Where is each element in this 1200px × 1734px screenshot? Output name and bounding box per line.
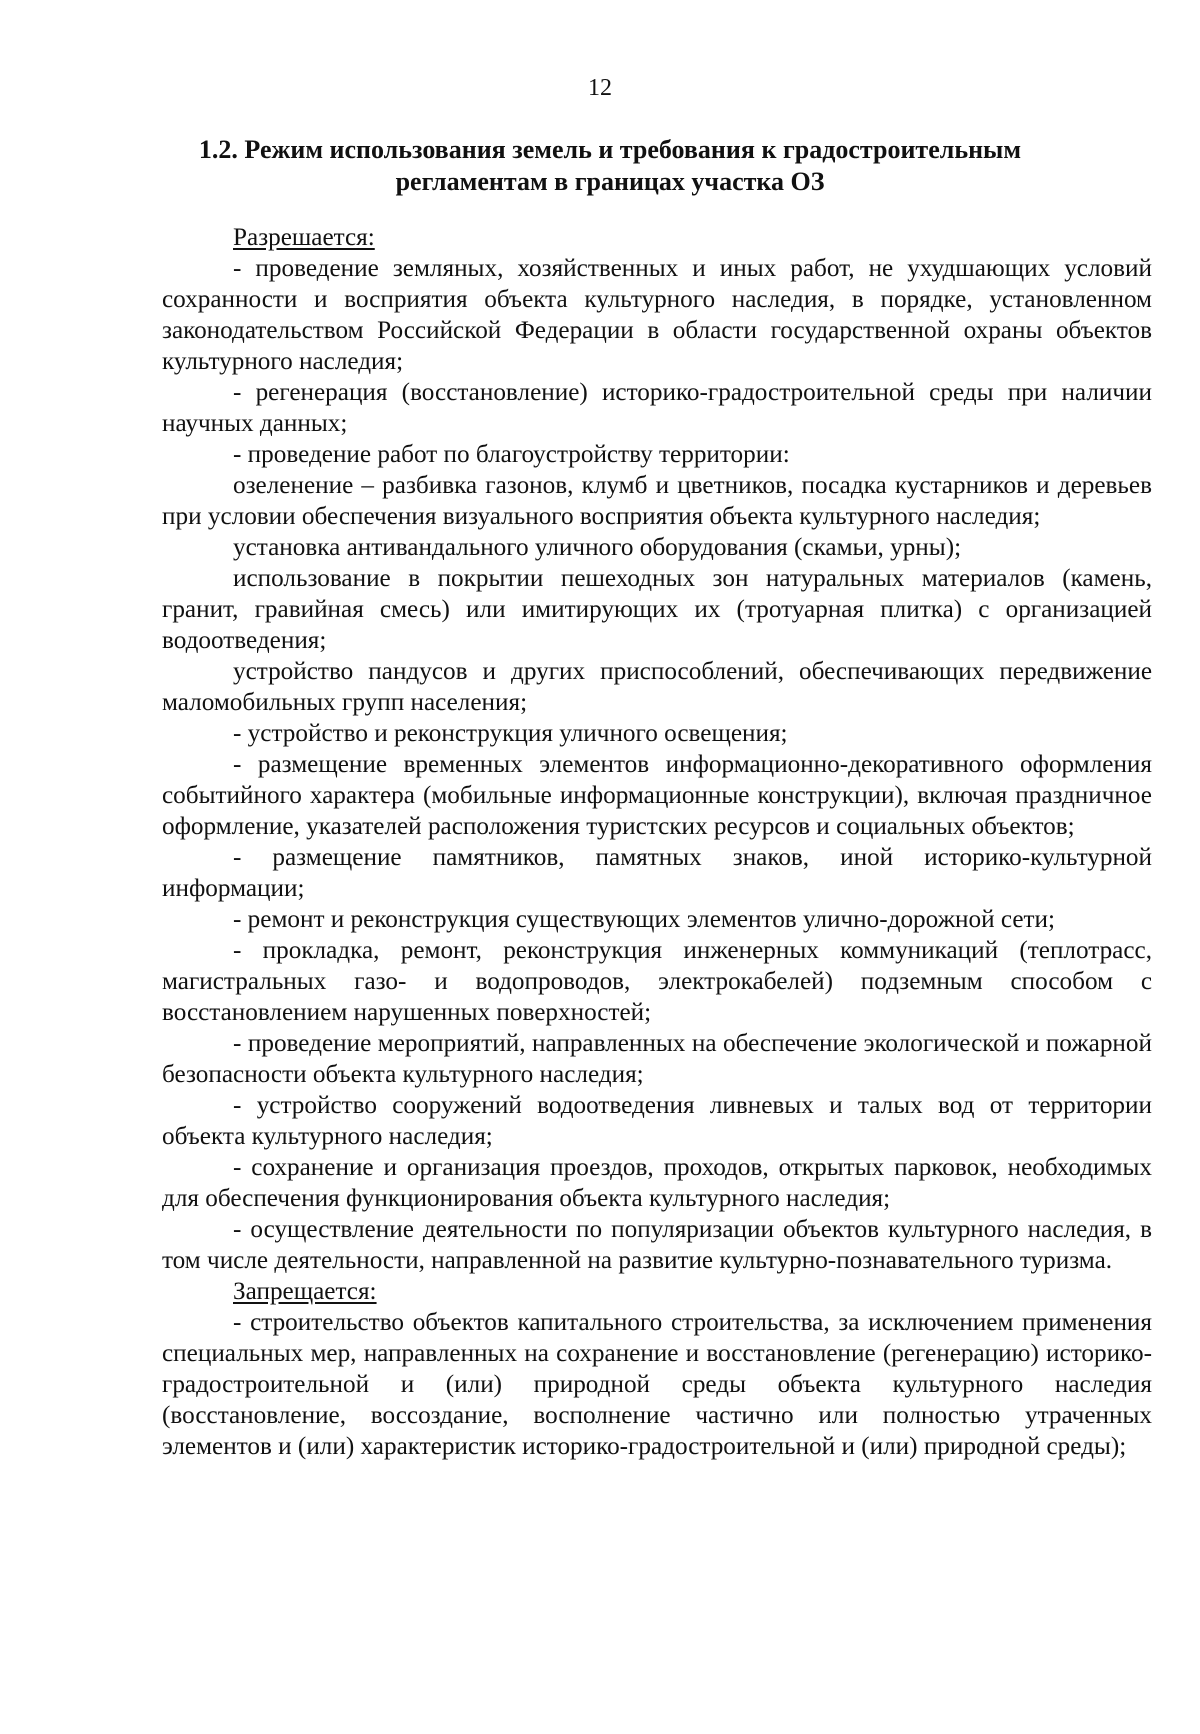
- allowed-item: - проведение земляных, хозяйственных и иных работ, не ухудшающих условий сохранности и восприятия объекта культурного наследия, в порядке, установленном законодательством Российской Федерации в области государственной охраны объектов культурного наследия;: [162, 255, 1152, 375]
- allowed-subitem: озеленение – разбивка газонов, клумб и цветников, посадка кустарников и деревьев при условии обеспечения визуального восприятия объекта культурного наследия;: [162, 472, 1152, 530]
- allowed-heading: Разрешается:: [233, 224, 375, 251]
- allowed-item: - сохранение и организация проездов, проходов, открытых парковок, необходимых для обеспечения функционирования объекта культурного наследия;: [162, 1154, 1152, 1212]
- allowed-item: - регенерация (восстановление) историко-градостроительной среды при наличии научных данных;: [162, 379, 1152, 437]
- page-number: 12: [588, 75, 612, 101]
- allowed-item: - устройство сооружений водоотведения ливневых и талых вод от территории объекта культурного наследия;: [162, 1092, 1152, 1150]
- allowed-subitem: установка антивандального уличного оборудования (скамьи, урны);: [233, 534, 962, 561]
- allowed-item: - проведение работ по благоустройству территории:: [233, 441, 790, 468]
- allowed-item: - прокладка, ремонт, реконструкция инженерных коммуникаций (теплотрасс, магистральных газо- и водопроводов, электрокабелей) подземным способом с восстановлением нарушенных поверхностей;: [162, 937, 1152, 1026]
- allowed-item: - размещение памятников, памятных знаков, иной историко-культурной информации;: [162, 844, 1152, 902]
- section-title: 1.2. Режим использования земель и требования к градостроительным регламентам в границах участка ОЗ: [198, 135, 1022, 196]
- allowed-item: - размещение временных элементов информационно-декоративного оформления событийного характера (мобильные информационные конструкции), включая праздничное оформление, указателей расположения туристских ресурсов и социальных объектов;: [162, 751, 1152, 840]
- allowed-item: - устройство и реконструкция уличного освещения;: [233, 720, 788, 747]
- allowed-subitem: устройство пандусов и других приспособлений, обеспечивающих передвижение маломобильных групп населения;: [162, 658, 1152, 716]
- allowed-item: - проведение мероприятий, направленных на обеспечение экологической и пожарной безопасности объекта культурного наследия;: [162, 1030, 1152, 1088]
- allowed-item: - ремонт и реконструкция существующих элементов улично-дорожной сети;: [233, 906, 1056, 933]
- document-body: [162, 222, 1152, 1462]
- prohibited-heading: Запрещается:: [233, 1278, 377, 1305]
- allowed-item: - осуществление деятельности по популяризации объектов культурного наследия, в том числе деятельности, направленной на развитие культурно-познавательного туризма.: [162, 1216, 1152, 1274]
- allowed-subitem: использование в покрытии пешеходных зон натуральных материалов (камень, гранит, гравийная смесь) или имитирующих их (тротуарная плитка) с организацией водоотведения;: [162, 565, 1152, 654]
- prohibited-item: - строительство объектов капитального строительства, за исключением применения специальных мер, направленных на сохранение и восстановление (регенерацию) историко-градостроительной и (или) природной среды объекта культурного наследия (восстановление, воссоздание, восполнение частично или полностью утраченных элементов и (или) характеристик историко-градостроительной и (или) природной среды);: [162, 1309, 1152, 1460]
